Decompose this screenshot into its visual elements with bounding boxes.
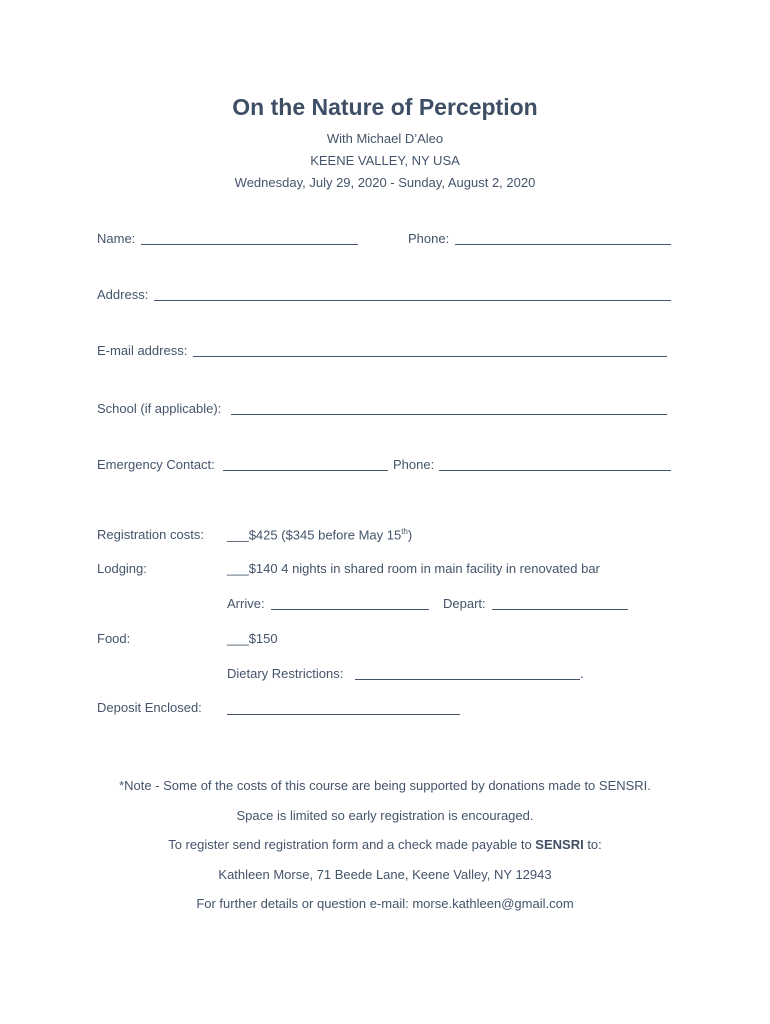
note-space-limited: Space is limited so early registration is encouraged. [236, 808, 534, 823]
email-field[interactable] [193, 356, 667, 357]
email-label: E-mail address: [97, 343, 188, 358]
emergency-contact-field[interactable] [223, 470, 388, 471]
phone-label: Phone: [408, 231, 450, 246]
dietary-period: . [580, 666, 584, 681]
address-label: Address: [97, 287, 149, 302]
note-donations: *Note - Some of the costs of this course are being supported by donations made to SENSRI. [119, 778, 651, 793]
deposit-enclosed-label: Deposit Enclosed: [97, 700, 202, 715]
depart-label: Depart: [443, 596, 486, 611]
emergency-phone-field[interactable] [439, 470, 671, 471]
note-register-post: to: [583, 837, 602, 852]
registration-sup: th [401, 527, 408, 536]
note-mailing-address: Kathleen Morse, 71 Beede Lane, Keene Valley, NY 12943 [218, 867, 552, 882]
location-line: KEENE VALLEY, NY USA [310, 153, 460, 168]
phone-field[interactable] [455, 244, 671, 245]
registration-costs-label: Registration costs: [97, 527, 204, 542]
name-field[interactable] [141, 244, 358, 245]
name-label: Name: [97, 231, 136, 246]
note-register-instructions [0, 837, 770, 852]
lodging-label: Lodging: [97, 561, 147, 576]
emergency-phone-label: Phone: [393, 457, 435, 472]
lodging-value[interactable]: ___$140 4 nights in shared room in main facility in renovated bar [227, 561, 600, 576]
dates-line: Wednesday, July 29, 2020 - Sunday, August 2, 2020 [234, 175, 536, 190]
dietary-restrictions-label: Dietary Restrictions: [227, 666, 344, 681]
arrive-label: Arrive: [227, 596, 265, 611]
registration-close: ) [407, 527, 413, 543]
arrive-field[interactable] [271, 609, 429, 610]
food-value[interactable]: ___$150 [227, 631, 278, 646]
address-field[interactable] [154, 300, 671, 301]
depart-field[interactable] [492, 609, 628, 610]
instructor-line: With Michael D’Aleo [326, 131, 444, 146]
note-register-payee: SENSRI [535, 837, 584, 852]
registration-blank[interactable]: ___ [227, 527, 249, 543]
registration-amount: $425 ($345 before May 15 [248, 527, 402, 543]
page-title: On the Nature of Perception [232, 94, 538, 120]
emergency-contact-label: Emergency Contact: [97, 457, 215, 472]
dietary-restrictions-field[interactable] [355, 679, 580, 680]
school-field[interactable] [231, 414, 667, 415]
food-label: Food: [97, 631, 131, 646]
registration-costs-value [227, 527, 412, 542]
deposit-enclosed-field[interactable] [227, 714, 460, 715]
note-contact-email: For further details or question e-mail: morse.kathleen@gmail.com [196, 896, 574, 911]
school-label: School (if applicable): [97, 401, 222, 416]
note-register-pre: To register send registration form and a check made payable to [168, 837, 536, 852]
